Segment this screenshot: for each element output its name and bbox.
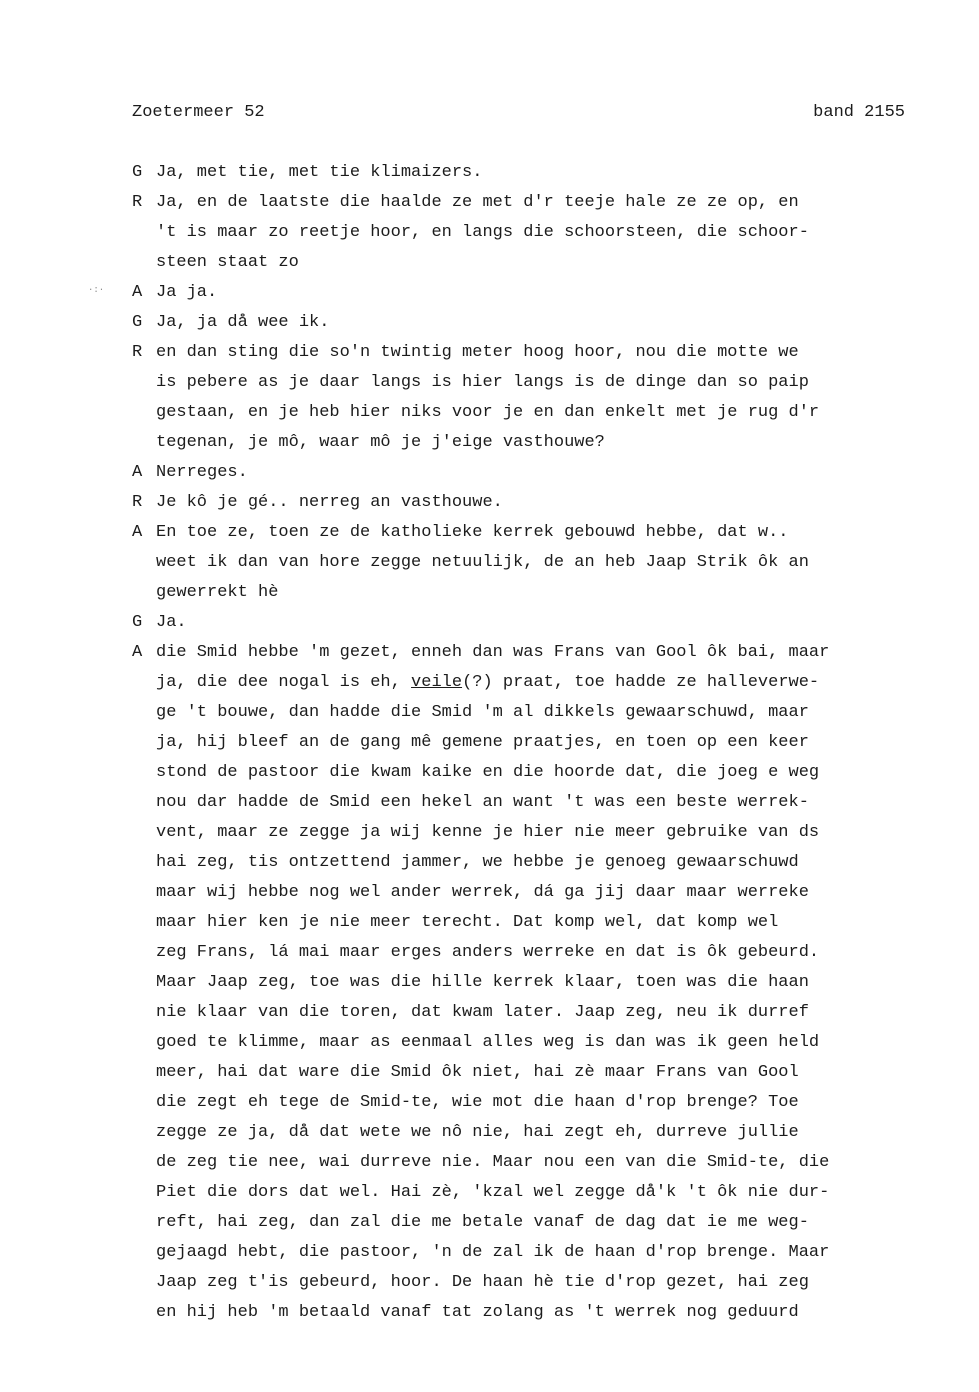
paper-speck: ·:· [88, 285, 105, 295]
transcript-turn [132, 308, 970, 338]
turn-text [156, 608, 970, 638]
page-header [132, 100, 905, 126]
transcript-line: Ja ja. [156, 283, 218, 302]
transcript-line: Jaap zeg t'is gebeurd, hoor. De haan hè tie d'rop gezet, hai zeg [156, 1273, 809, 1292]
transcript-line: maar wij hebbe nog wel ander werrek, dá ga jij daar maar werreke [156, 883, 809, 902]
turn-text [156, 458, 970, 488]
location-label: Zoetermeer 52 [132, 103, 265, 122]
transcript-line: Ja, en de laatste die haalde ze met d'r teeje hale ze ze op, en [156, 193, 799, 212]
transcript-turn [132, 188, 970, 278]
transcript-turn [132, 638, 970, 1328]
transcript-line: ge 't bouwe, dan hadde die Smid 'm al dikkels gewaarschuwd, maar [156, 703, 809, 722]
transcript-turn [132, 158, 970, 188]
underlined-word: veile [411, 673, 463, 692]
turn-text [156, 188, 970, 278]
speaker-label: A [132, 643, 143, 662]
transcript-line: ja, die dee nogal is eh, veile(?) praat, toe hadde ze halleverwe- [156, 673, 820, 692]
transcript-line: en hij heb 'm betaald vanaf tat zolang as 't werrek nog geduurd [156, 1303, 799, 1322]
transcript-line: gestaan, en je heb hier niks voor je en dan enkelt met je rug d'r [156, 403, 820, 422]
speaker-label: G [132, 613, 143, 632]
transcript-line: Maar Jaap zeg, toe was die hille kerrek klaar, toen was die haan [156, 973, 809, 992]
transcript-line: nie klaar van die toren, dat kwam later. Jaap zeg, neu ik durref [156, 1003, 809, 1022]
speaker-label: A [132, 283, 143, 302]
transcript-turn [132, 278, 970, 308]
transcript-line: meer, hai dat ware die Smid ôk niet, hai zè maar Frans van Gool [156, 1063, 799, 1082]
transcript-line: goed te klimme, maar as eenmaal alles weg is dan was ik geen held [156, 1033, 820, 1052]
tape-number-label: band 2155 [813, 103, 905, 122]
turn-text [156, 638, 970, 1328]
transcript-turn [132, 608, 970, 638]
transcript-turn [132, 458, 970, 488]
transcript-line: de zeg tie nee, wai durreve nie. Maar nou een van die Smid-te, die [156, 1153, 830, 1172]
speaker-label: A [132, 463, 143, 482]
transcript-line: ja, hij bleef an de gang mê gemene praatjes, en toen op een keer [156, 733, 809, 752]
turn-text [156, 278, 970, 308]
transcript-line: die zegt eh tege de Smid-te, wie mot die haan d'rop brenge? Toe [156, 1093, 799, 1112]
transcript-line: maar hier ken je nie meer terecht. Dat komp wel, dat komp wel [156, 913, 779, 932]
transcript-line: zeg Frans, lá mai maar erges anders werreke en dat is ôk gebeurd. [156, 943, 820, 962]
transcript-line: hai zeg, tis ontzettend jammer, we hebbe je genoeg gewaarschuwd [156, 853, 799, 872]
speaker-label: A [132, 523, 143, 542]
transcript-line: steen staat zo [156, 253, 299, 272]
turn-text [156, 158, 970, 188]
transcript-line: is pebere as je daar langs is hier langs is de dinge dan so paip [156, 373, 809, 392]
turn-text [156, 488, 970, 518]
transcript-line: gejaagd hebt, die pastoor, 'n de zal ik de haan d'rop brenge. Maar [156, 1243, 830, 1262]
speaker-label: G [132, 163, 143, 182]
speaker-label: G [132, 313, 143, 332]
transcript-line: Ja. [156, 613, 187, 632]
transcript-line: Ja, met tie, met tie klimaizers. [156, 163, 483, 182]
speaker-label: R [132, 193, 143, 212]
speaker-label: R [132, 493, 143, 512]
turn-text [156, 308, 970, 338]
transcript-line: En toe ze, toen ze de katholieke kerrek gebouwd hebbe, dat w.. [156, 523, 789, 542]
transcript-line: 't is maar zo reetje hoor, en langs die schoorsteen, die schoor- [156, 223, 809, 242]
transcript-line: reft, hai zeg, dan zal die me betale vanaf de dag dat ie me weg- [156, 1213, 809, 1232]
transcript-line: weet ik dan van hore zegge netuulijk, de an heb Jaap Strik ôk an [156, 553, 809, 572]
transcript-line: Ja, ja då wee ik. [156, 313, 330, 332]
transcript-line: gewerrekt hè [156, 583, 279, 602]
transcript-turn [132, 518, 970, 608]
speaker-label: R [132, 343, 143, 362]
transcript-line: Je kô je gé.. nerreg an vasthouwe. [156, 493, 503, 512]
transcript-line: en dan sting die so'n twintig meter hoog hoor, nou die motte we [156, 343, 799, 362]
transcript-line: Piet die dors dat wel. Hai zè, 'kzal wel zegge då'k 't ôk nie dur- [156, 1183, 830, 1202]
transcript-line: Nerreges. [156, 463, 248, 482]
transcript-turn [132, 488, 970, 518]
transcript-line: stond de pastoor die kwam kaike en die hoorde dat, die joeg e weg [156, 763, 820, 782]
transcript-body [132, 158, 970, 1328]
transcript-line: die Smid hebbe 'm gezet, enneh dan was Frans van Gool ôk bai, maar [156, 643, 830, 662]
transcript-line: nou dar hadde de Smid een hekel an want 't was een beste werrek- [156, 793, 809, 812]
turn-text [156, 338, 970, 458]
turn-text [156, 518, 970, 608]
transcript-line: tegenan, je mô, waar mô je j'eige vasthouwe? [156, 433, 605, 452]
transcript-turn [132, 338, 970, 458]
transcript-line: vent, maar ze zegge ja wij kenne je hier nie meer gebruike van ds [156, 823, 820, 842]
transcript-line: zegge ze ja, då dat wete we nô nie, hai zegt eh, durreve jullie [156, 1123, 799, 1142]
